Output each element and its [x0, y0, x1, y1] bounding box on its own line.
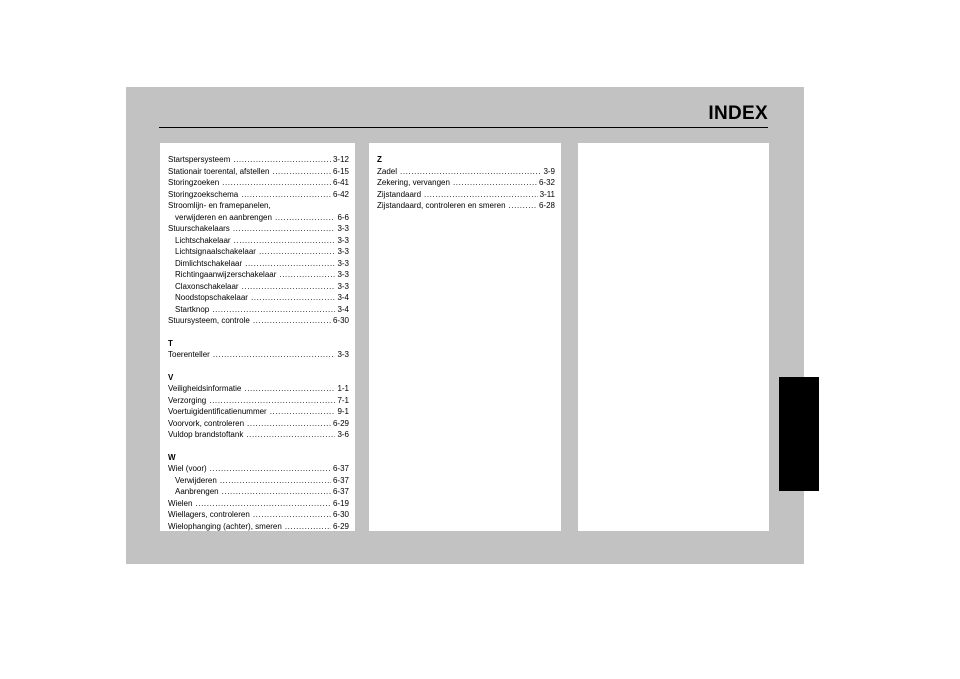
index-entry — [168, 383, 349, 395]
dot-leader — [244, 383, 335, 395]
index-entry — [377, 166, 555, 178]
dot-leader — [234, 235, 336, 247]
dot-leader — [212, 304, 335, 316]
dot-leader — [285, 521, 331, 533]
dot-leader — [222, 177, 331, 189]
section-tab-marker — [779, 377, 819, 491]
section-letter: Z — [377, 155, 382, 164]
dot-leader — [247, 418, 331, 430]
index-entry — [168, 521, 349, 533]
entry-term: Toerenteller — [168, 350, 210, 359]
entry-page-number: 3-4 — [337, 304, 349, 314]
dot-leader — [220, 475, 331, 487]
entry-term: Wielophanging (achter), smeren — [168, 521, 282, 531]
entry-page-number: 1-1 — [337, 384, 349, 393]
index-subentry — [168, 212, 349, 224]
entry-term: Verwijderen — [175, 475, 217, 485]
entry-page-number: 7-1 — [337, 395, 349, 405]
index-subentry — [168, 475, 349, 487]
entry-page-number: 3-3 — [337, 224, 349, 233]
entry-page-number: 3-11 — [539, 189, 555, 199]
entry-term: Stationair toerental, afstellen — [168, 166, 270, 176]
entry-term: Claxonschakelaar — [175, 281, 239, 291]
section-letter: V — [168, 372, 174, 382]
dot-leader — [275, 212, 335, 224]
index-entry — [168, 189, 349, 201]
section-letter: W — [168, 452, 176, 462]
dot-leader — [400, 166, 541, 178]
index-entry — [168, 154, 349, 166]
entry-term: Lichtsignaalschakelaar — [175, 247, 256, 256]
dot-leader — [233, 154, 331, 166]
dot-leader — [259, 246, 336, 258]
index-entry — [168, 498, 349, 510]
dot-leader — [241, 189, 331, 201]
index-column-1 — [160, 143, 355, 531]
entry-term: Voorvork, controleren — [168, 418, 245, 428]
entry-term: Stroomlijn- en framepanelen, — [168, 201, 271, 210]
entry-page-number: 6-41 — [332, 178, 349, 187]
dot-leader — [246, 429, 335, 441]
index-subentry — [168, 269, 349, 281]
index-section — [168, 372, 349, 441]
dot-leader — [209, 395, 335, 407]
index-entry — [377, 200, 555, 212]
entry-term: Dimlichtschakelaar — [175, 258, 243, 268]
entry-term: Wielen — [168, 498, 193, 508]
entry-term: Lichtschakelaar — [175, 235, 231, 245]
entry-page-number: 3-3 — [337, 281, 349, 291]
entry-page-number: 6-30 — [332, 510, 349, 519]
dot-leader — [213, 349, 336, 361]
index-entry — [377, 177, 555, 189]
index-entry — [168, 406, 349, 418]
index-subentry — [168, 304, 349, 316]
index-entry — [168, 166, 349, 178]
index-section — [168, 338, 349, 361]
entry-term: Wiel (voor) — [168, 464, 207, 473]
title-rule — [159, 127, 768, 128]
entry-term: Storingzoekschema — [168, 189, 239, 199]
entry-page-number: 3-6 — [337, 430, 349, 439]
entry-page-number: 6-42 — [332, 189, 349, 199]
entry-page-number: 6-28 — [538, 201, 555, 210]
entry-page-number: 6-30 — [332, 316, 349, 325]
index-subentry — [168, 281, 349, 293]
dot-leader — [453, 177, 537, 189]
entry-term: Richtingaanwijzerschakelaar — [175, 270, 277, 279]
index-entry — [168, 509, 349, 521]
entry-term: Aanbrengen — [175, 487, 219, 496]
dot-leader — [253, 509, 331, 521]
dot-leader — [245, 258, 335, 270]
index-section — [168, 452, 349, 533]
entry-term: Veiligheidsinformatie — [168, 384, 242, 393]
index-subentry — [168, 292, 349, 304]
index-entry — [168, 223, 349, 235]
index-entry — [168, 315, 349, 327]
entry-term: Stuursysteem, controle — [168, 316, 250, 325]
entry-term: Noodstopschakelaar — [175, 293, 248, 302]
entry-term: Zekering, vervangen — [377, 178, 450, 187]
index-entry — [168, 429, 349, 441]
dot-leader — [251, 292, 336, 304]
dot-leader — [509, 200, 537, 212]
entry-page-number: 3-3 — [337, 235, 349, 245]
entry-term: Zijstandaard, controleren en smeren — [377, 201, 506, 210]
dot-leader — [279, 269, 335, 281]
dot-leader — [222, 486, 331, 498]
entry-term: Zijstandaard — [377, 189, 422, 199]
entry-page-number: 3-12 — [332, 155, 349, 164]
dot-leader — [272, 166, 331, 178]
index-column-3 — [578, 143, 769, 531]
entry-term: Vuldop brandstoftank — [168, 430, 244, 439]
index-entry — [168, 463, 349, 475]
entry-term: Verzorging — [168, 395, 207, 405]
index-section — [377, 154, 555, 212]
dot-leader — [424, 189, 538, 201]
dot-leader — [253, 315, 331, 327]
index-entry — [377, 189, 555, 201]
entry-term: Stuurschakelaars — [168, 224, 230, 233]
dot-leader — [270, 406, 336, 418]
index-entry — [168, 200, 349, 212]
index-subentry — [168, 258, 349, 270]
entry-term: Wiellagers, controleren — [168, 510, 250, 519]
entry-page-number: 6-6 — [337, 212, 349, 222]
entry-term: verwijderen en aanbrengen — [175, 212, 272, 222]
section-letter: T — [168, 338, 173, 348]
index-entry — [168, 418, 349, 430]
entry-page-number: 3-3 — [337, 258, 349, 268]
entry-term: Storingzoeken — [168, 178, 220, 187]
entry-page-number: 3-4 — [337, 293, 349, 302]
index-subentry — [168, 235, 349, 247]
entry-page-number: 6-29 — [332, 418, 349, 428]
entry-term: Startspersysteem — [168, 155, 231, 164]
index-entry — [168, 177, 349, 189]
entry-page-number: 6-15 — [332, 166, 349, 176]
entry-term: Zadel — [377, 166, 398, 176]
dot-leader — [195, 498, 331, 510]
dot-leader — [233, 223, 336, 235]
entry-page-number: 6-29 — [332, 521, 349, 531]
entry-page-number: 9-1 — [337, 407, 349, 416]
entry-page-number: 3-3 — [337, 270, 349, 279]
entry-page-number: 6-19 — [332, 498, 349, 508]
index-subentry — [168, 486, 349, 498]
entry-page-number: 6-37 — [332, 487, 349, 496]
page-title: INDEX — [708, 103, 768, 124]
entry-page-number: 6-32 — [538, 178, 555, 187]
index-column-2 — [369, 143, 561, 531]
entry-page-number: 6-37 — [332, 475, 349, 485]
entry-term: Voertuigidentificatienummer — [168, 407, 267, 416]
index-entry — [168, 395, 349, 407]
entry-page-number: 6-37 — [332, 464, 349, 473]
entry-term: Startknop — [175, 304, 210, 314]
index-entry — [168, 349, 349, 361]
dot-leader — [242, 281, 336, 293]
entry-page-number: 3-3 — [337, 350, 349, 359]
entry-page-number: 3-9 — [543, 166, 555, 176]
dot-leader — [210, 463, 331, 475]
index-section — [168, 154, 349, 327]
index-subentry — [168, 246, 349, 258]
entry-page-number: 3-3 — [337, 247, 349, 256]
